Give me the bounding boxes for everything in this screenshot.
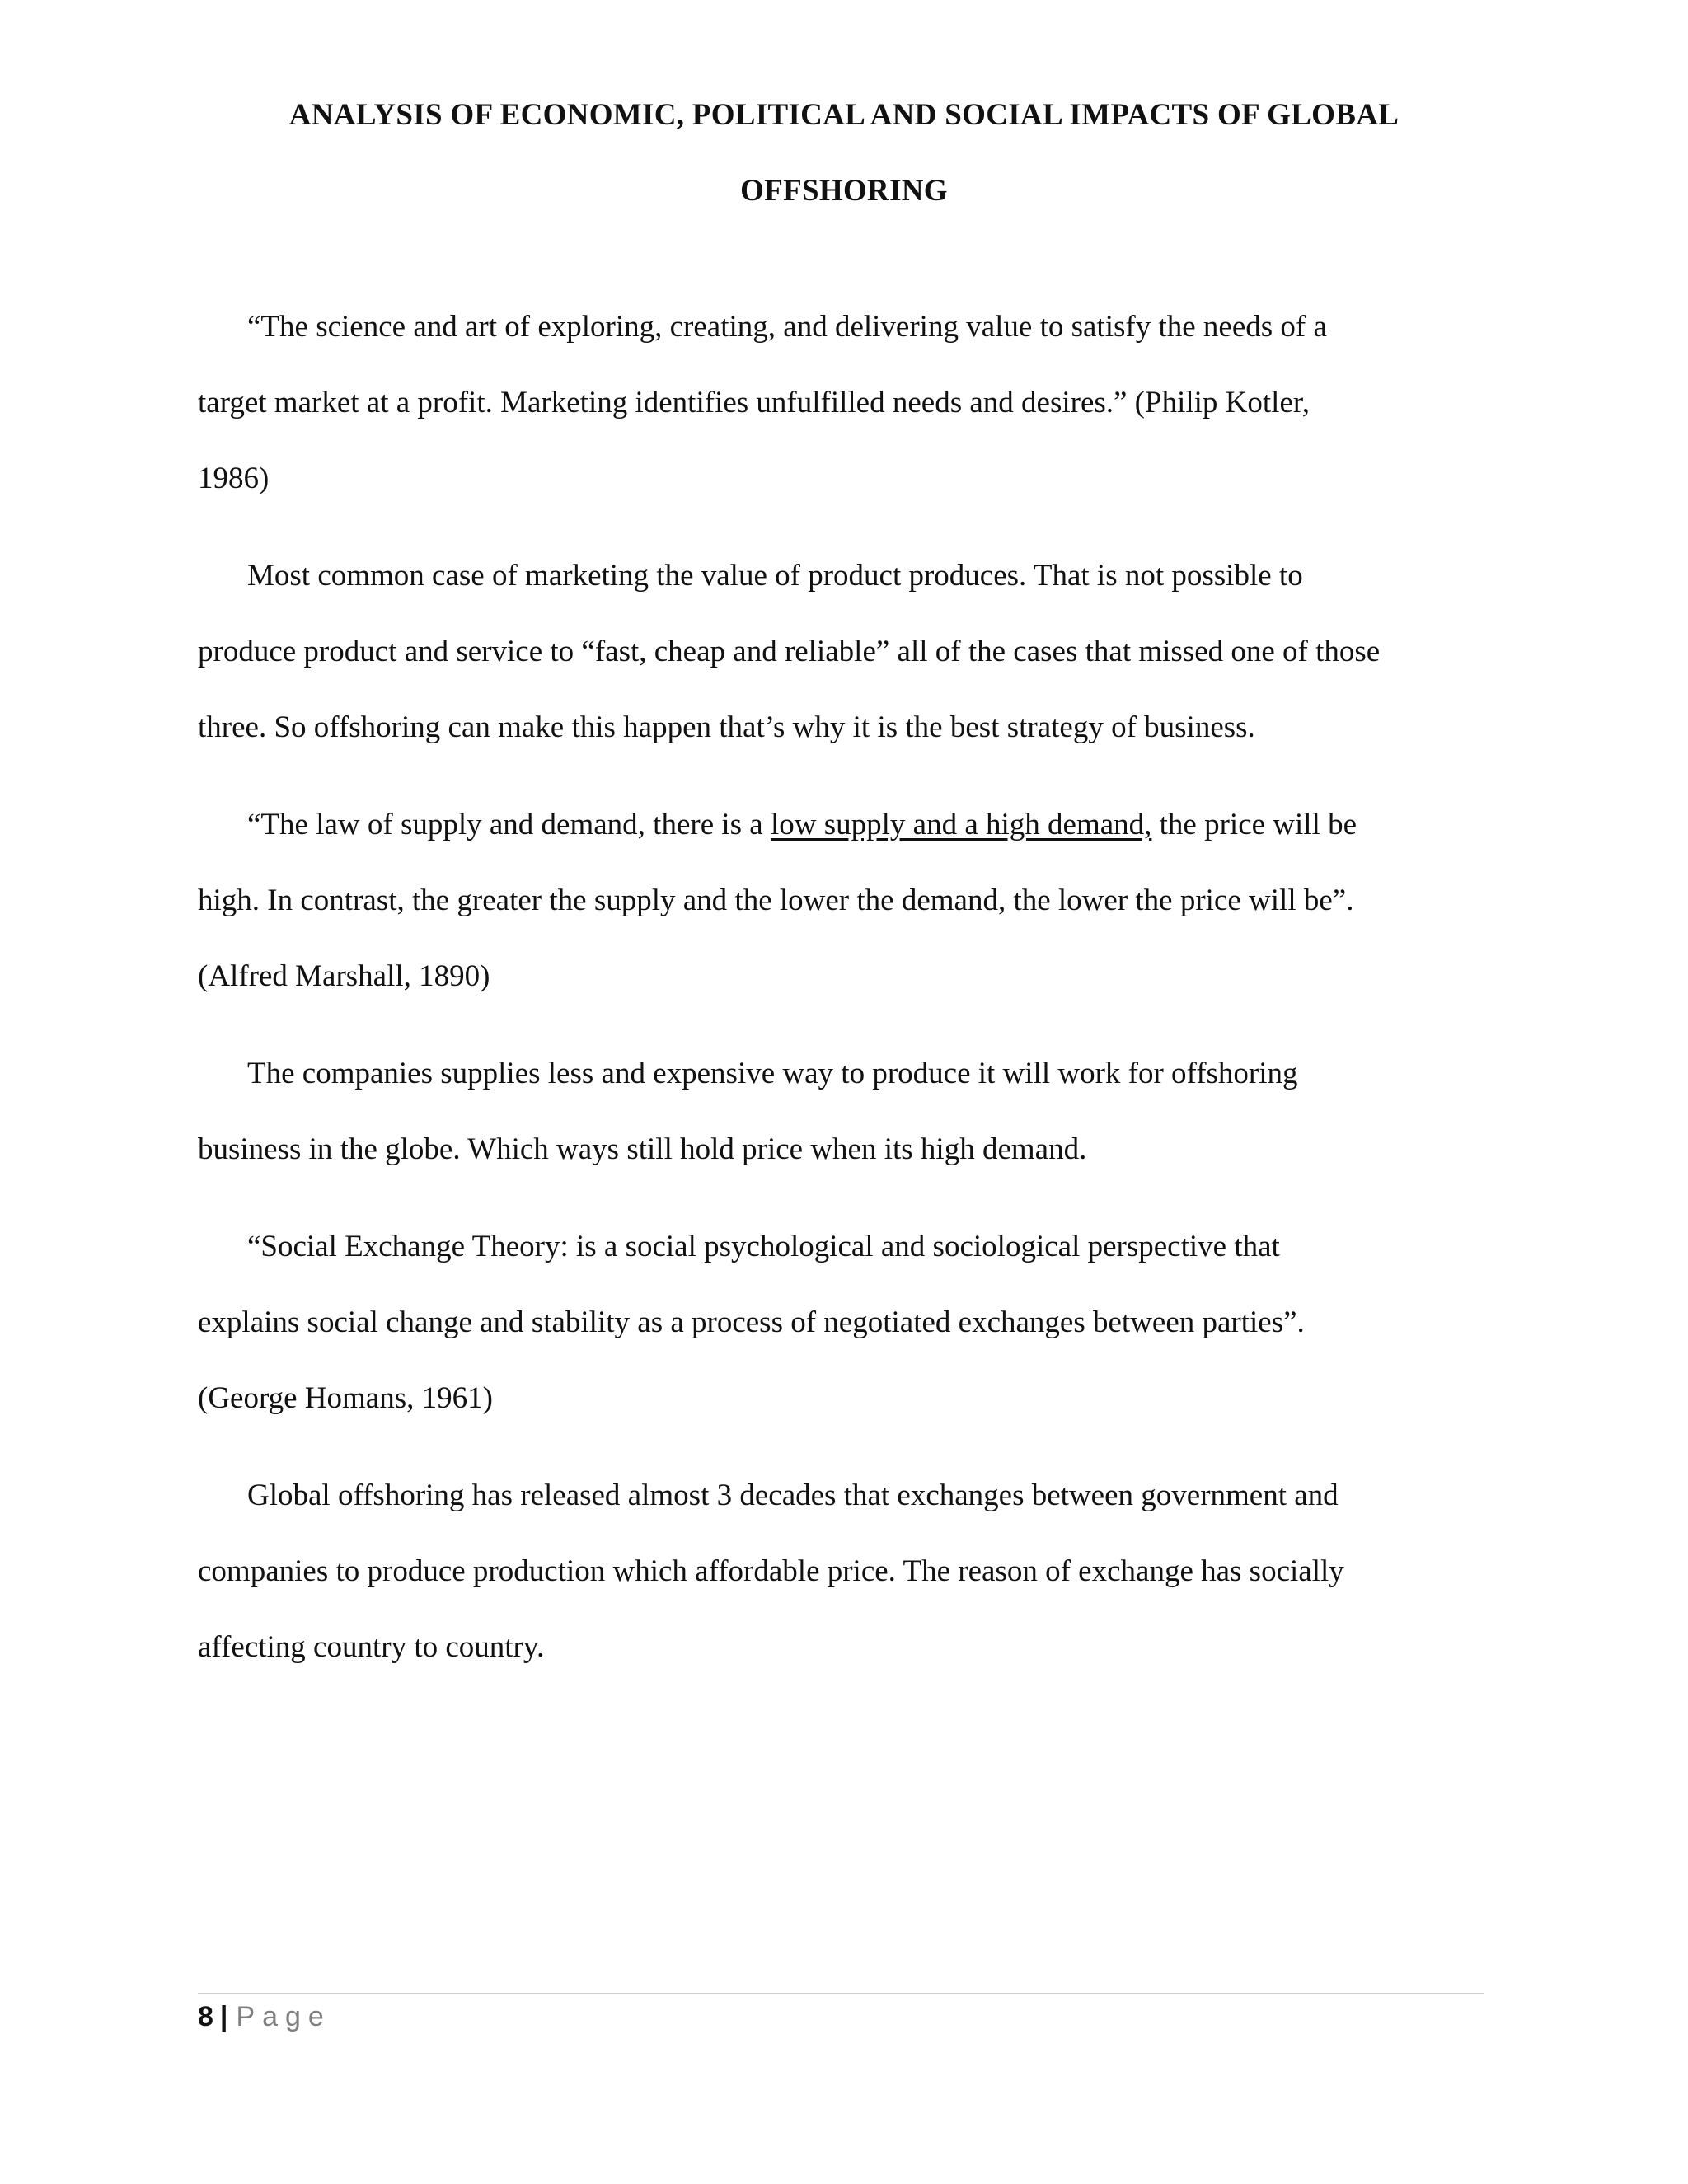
paragraph-6-line-2: companies to produce production which affordable price. The reason of exchange has socially (198, 1554, 1344, 1588)
paragraph-2-line-3: three. So offshoring can make this happen that’s why it is the best strategy of business. (198, 710, 1255, 744)
document-title-line-2: OFFSHORING (740, 174, 948, 208)
document-title-line-1: ANALYSIS OF ECONOMIC, POLITICAL AND SOCIAL IMPACTS OF GLOBAL (288, 98, 1400, 132)
paragraph-3-line-1-end: the price will be (1151, 808, 1357, 841)
paragraph-2-line-1: Most common case of marketing the value of product produces. That is not possible to (247, 559, 1303, 593)
footer-separator: | (219, 2001, 228, 2032)
paragraph-5-line-1: “Social Exchange Theory: is a social psychological and sociological perspective that (247, 1230, 1280, 1263)
page-number: 8 (198, 2001, 213, 2032)
underlined-phrase: low supply and a high demand, (770, 808, 1152, 841)
paragraph-3-line-3: (Alfred Marshall, 1890) (198, 959, 490, 993)
paragraph-3-line-1-start: “The law of supply and demand, there is a (247, 808, 771, 841)
paragraph-1-line-3: 1986) (198, 462, 270, 495)
paragraph-6-line-1: Global offshoring has released almost 3 decades that exchanges between government and (247, 1479, 1339, 1512)
footer-divider (198, 1993, 1484, 1994)
paragraph-1-line-2: target market at a profit. Marketing identifies unfulfilled needs and desires.” (Philip Kotler, (198, 386, 1310, 419)
paragraph-5-line-3: (George Homans, 1961) (198, 1381, 493, 1415)
paragraph-3-line-2: high. In contrast, the greater the supply and the lower the demand, the lower the price will be”. (198, 883, 1354, 917)
paragraph-4-line-1: The companies supplies less and expensive way to produce it will work for offshoring (247, 1057, 1298, 1090)
page-label: Page (236, 2001, 331, 2032)
paragraph-1-line-1: “The science and art of exploring, creating, and delivering value to satisfy the needs of a (247, 310, 1327, 344)
page-footer (198, 2001, 331, 2033)
paragraph-2-line-2: produce product and service to “fast, cheap and reliable” all of the cases that missed one of those (198, 635, 1381, 668)
paragraph-5-line-2: explains social change and stability as a process of negotiated exchanges between parties”. (198, 1305, 1305, 1339)
paragraph-3-line-1 (247, 807, 1357, 843)
paragraph-6-line-3: affecting country to country. (198, 1630, 545, 1664)
paragraph-4-line-2: business in the globe. Which ways still hold price when its high demand. (198, 1132, 1087, 1166)
